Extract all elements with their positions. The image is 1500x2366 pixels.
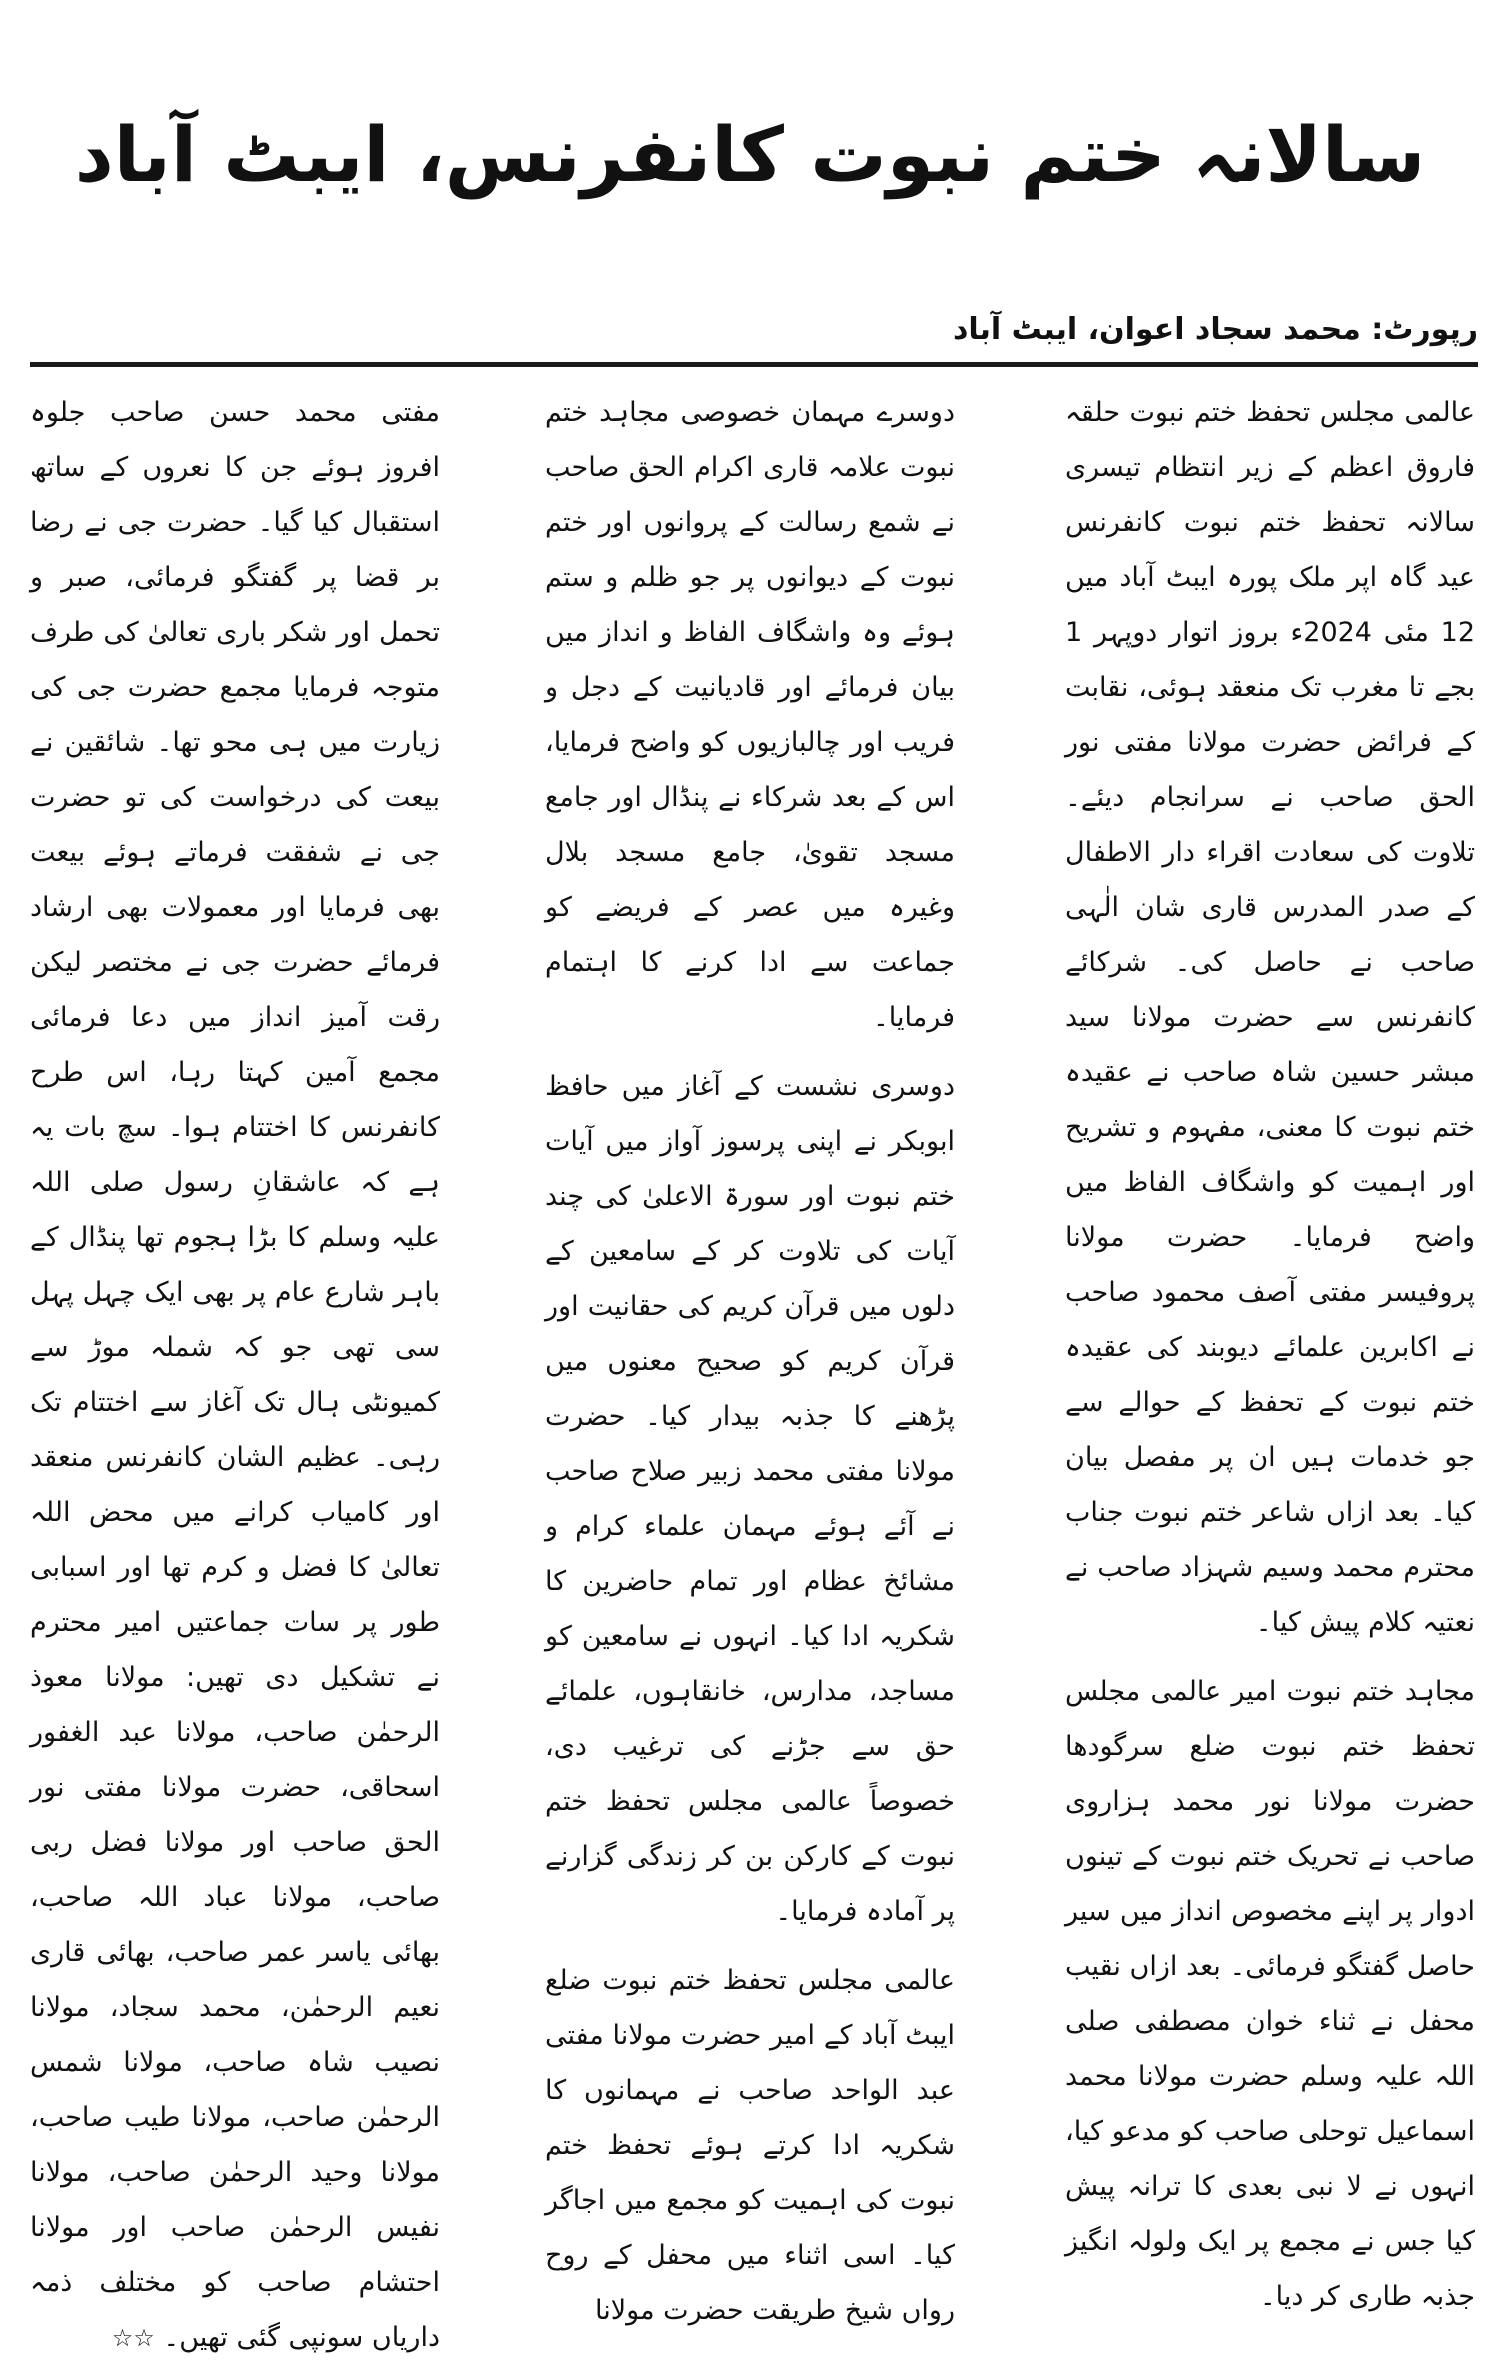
article-column-2 bbox=[545, 385, 955, 2326]
paragraph-text: مفتی محمد حسن صاحب جلوہ افروز ہوئے جن کا نعروں کے ساتھ استقبال کیا گیا۔ حضرت جی نے رضا بر قضا پر گفتگو فرمائی، صبر و تحمل اور شکر باری تعالیٰ کی طرف متوجہ فرمایا مجمع حضرت جی کی زیارت میں ہی محو تھا۔ شائقین نے بیعت کی درخواست کی تو حضرت جی نے شفقت فرماتے ہوئے بیعت بھی فرمایا اور معمولات بھی ارشاد فرمائے حضرت جی نے مختصر لیکن رقت آمیز انداز میں دعا فرمائی مجمع آمین کہتا رہا، اس طرح کانفرنس کا اختتام ہوا۔ سچ بات یہ ہے کہ عاشقانِ رسول صلی اللہ علیہ وسلم کا بڑا ہجوم تھا پنڈال کے باہر شارع عام پر بھی ایک چہل پہل سی تھی جو کہ شملہ موڑ سے کمیونٹی ہال تک آغاز سے اختتام تک رہی۔ عظیم الشان کانفرنس منعقد اور کامیاب کرانے میں محض اللہ تعالیٰ کا فضل و کرم تھا اور اسبابی طور پر سات جماعتیں امیر محترم نے تشکیل دی تھیں: مولانا معوذ الرحمٰن صاحب، مولانا عبد الغفور اسحاقی، حضرت مولانا مفتی نور الحق صاحب اور مولانا فضل ربی صاحب، مولانا عباد اللہ صاحب، بھائی یاسر عمر صاحب، بھائی قاری نعیم الرحمٰن، محمد سجاد، مولانا نصیب شاہ صاحب، مولانا شمس الرحمٰن صاحب، مولانا طیب صاحب، مولانا وحید الرحمٰن صاحب، مولانا نفیس الرحمٰن صاحب اور مولانا احتشام صاحب کو مختلف ذمہ داریاں سونپی گئی تھیں۔ bbox=[30, 397, 440, 2353]
byline: رپورٹ: محمد سجاد اعوان، ایبٹ آباد bbox=[952, 312, 1478, 347]
headline: سالانہ ختم نبوت کانفرنس، ایبٹ آباد bbox=[74, 110, 1426, 199]
article-column-3 bbox=[30, 385, 440, 2353]
paragraph: مجاہد ختم نبوت امیر عالمی مجلس تحفظ ختم نبوت ضلع سرگودھا حضرت مولانا نور محمد ہزاروی صاحب نے تحریک ختم نبوت کے تینوں ادوار پر اپنے مخصوص انداز میں سیر حاصل گفتگو فرمائی۔ بعد ازاں نقیب محفل نے ثناء خوان مصطفی صلی اللہ علیہ وسلم حضرت مولانا محمد اسماعیل توحلی صاحب کو مدعو کیا، انہوں نے لا نبی بعدی کا ترانہ پیش کیا جس نے مجمع پر ایک ولولہ انگیز جذبہ طاری کر دیا۔ bbox=[1065, 1676, 1475, 2312]
paragraph bbox=[30, 385, 440, 2366]
header-divider bbox=[30, 362, 1478, 367]
end-mark-stars: ☆☆ bbox=[111, 2324, 155, 2352]
article-column-1 bbox=[1065, 385, 1475, 2312]
paragraph: دوسری نشست کے آغاز میں حافظ ابوبکر نے اپنی پرسوز آواز میں آیات ختم نبوت اور سورۃ الاعلیٰ کی چند آیات کی تلاوت کر کے سامعین کے دلوں میں قرآن کریم کی حقانیت اور قرآن کریم کو صحیح معنوں میں پڑھنے کا جذبہ بیدار کیا۔ حضرت مولانا مفتی محمد زبیر صلاح صاحب نے آئے ہوئے مہمان علماء کرام و مشائخ عظام اور تمام حاضرین کا شکریہ ادا کیا۔ انہوں نے سامعین کو مساجد، مدارس، خانقاہوں، علمائے حق سے جڑنے کی ترغیب دی، خصوصاً عالمی مجلس تحفظ ختم نبوت کے کارکن بن کر زندگی گزارنے پر آمادہ فرمایا۔ bbox=[545, 1071, 955, 1927]
paragraph: عالمی مجلس تحفظ ختم نبوت ضلع ایبٹ آباد کے امیر حضرت مولانا مفتی عبد الواحد صاحب نے مہمانوں کا شکریہ ادا کرتے ہوئے تحفظ ختم نبوت کی اہمیت کو مجمع میں اجاگر کیا۔ اسی اثناء میں محفل کے روح رواں شیخ طریقت حضرت مولانا bbox=[545, 1965, 955, 2326]
paragraph: دوسرے مہمان خصوصی مجاہد ختم نبوت علامہ قاری اکرام الحق صاحب نے شمع رسالت کے پروانوں اور ختم نبوت کے دیوانوں پر جو ظلم و ستم ہوئے وہ واشگاف الفاظ و انداز میں بیان فرمائے اور قادیانیت کے دجل و فریب اور چالبازیوں کو واضح فرمایا، اس کے بعد شرکاء نے پنڈال اور جامع مسجد تقویٰ، جامع مسجد بلال وغیرہ میں عصر کے فریضے کو جماعت سے ادا کرنے کا اہتمام فرمایا۔ bbox=[545, 397, 955, 1033]
paragraph: عالمی مجلس تحفظ ختم نبوت حلقہ فاروق اعظم کے زیر انتظام تیسری سالانہ تحفظ ختم نبوت کانفرنس عید گاہ اپر ملک پورہ ایبٹ آباد میں 12 مئی 2024ء بروز اتوار دوپہر 1 بجے تا مغرب تک منعقد ہوئی، نقابت کے فرائض حضرت مولانا مفتی نور الحق صاحب نے سرانجام دیئے۔ تلاوت کی سعادت اقراء دار الاطفال کے صدر المدرس قاری شان الٰہی صاحب نے حاصل کی۔ شرکائے کانفرنس سے حضرت مولانا سید مبشر حسین شاہ صاحب نے عقیدہ ختم نبوت کا معنی، مفہوم و تشریح اور اہمیت کو واشگاف الفاظ میں واضح فرمایا۔ حضرت مولانا پروفیسر مفتی آصف محمود صاحب نے اکابرین علمائے دیوبند کی عقیدہ ختم نبوت کے تحفظ کے حوالے سے جو خدمات ہیں ان پر مفصل بیان کیا۔ بعد ازاں شاعر ختم نبوت جناب محترم محمد وسیم شہزاد صاحب نے نعتیہ کلام پیش کیا۔ bbox=[1065, 397, 1475, 1638]
